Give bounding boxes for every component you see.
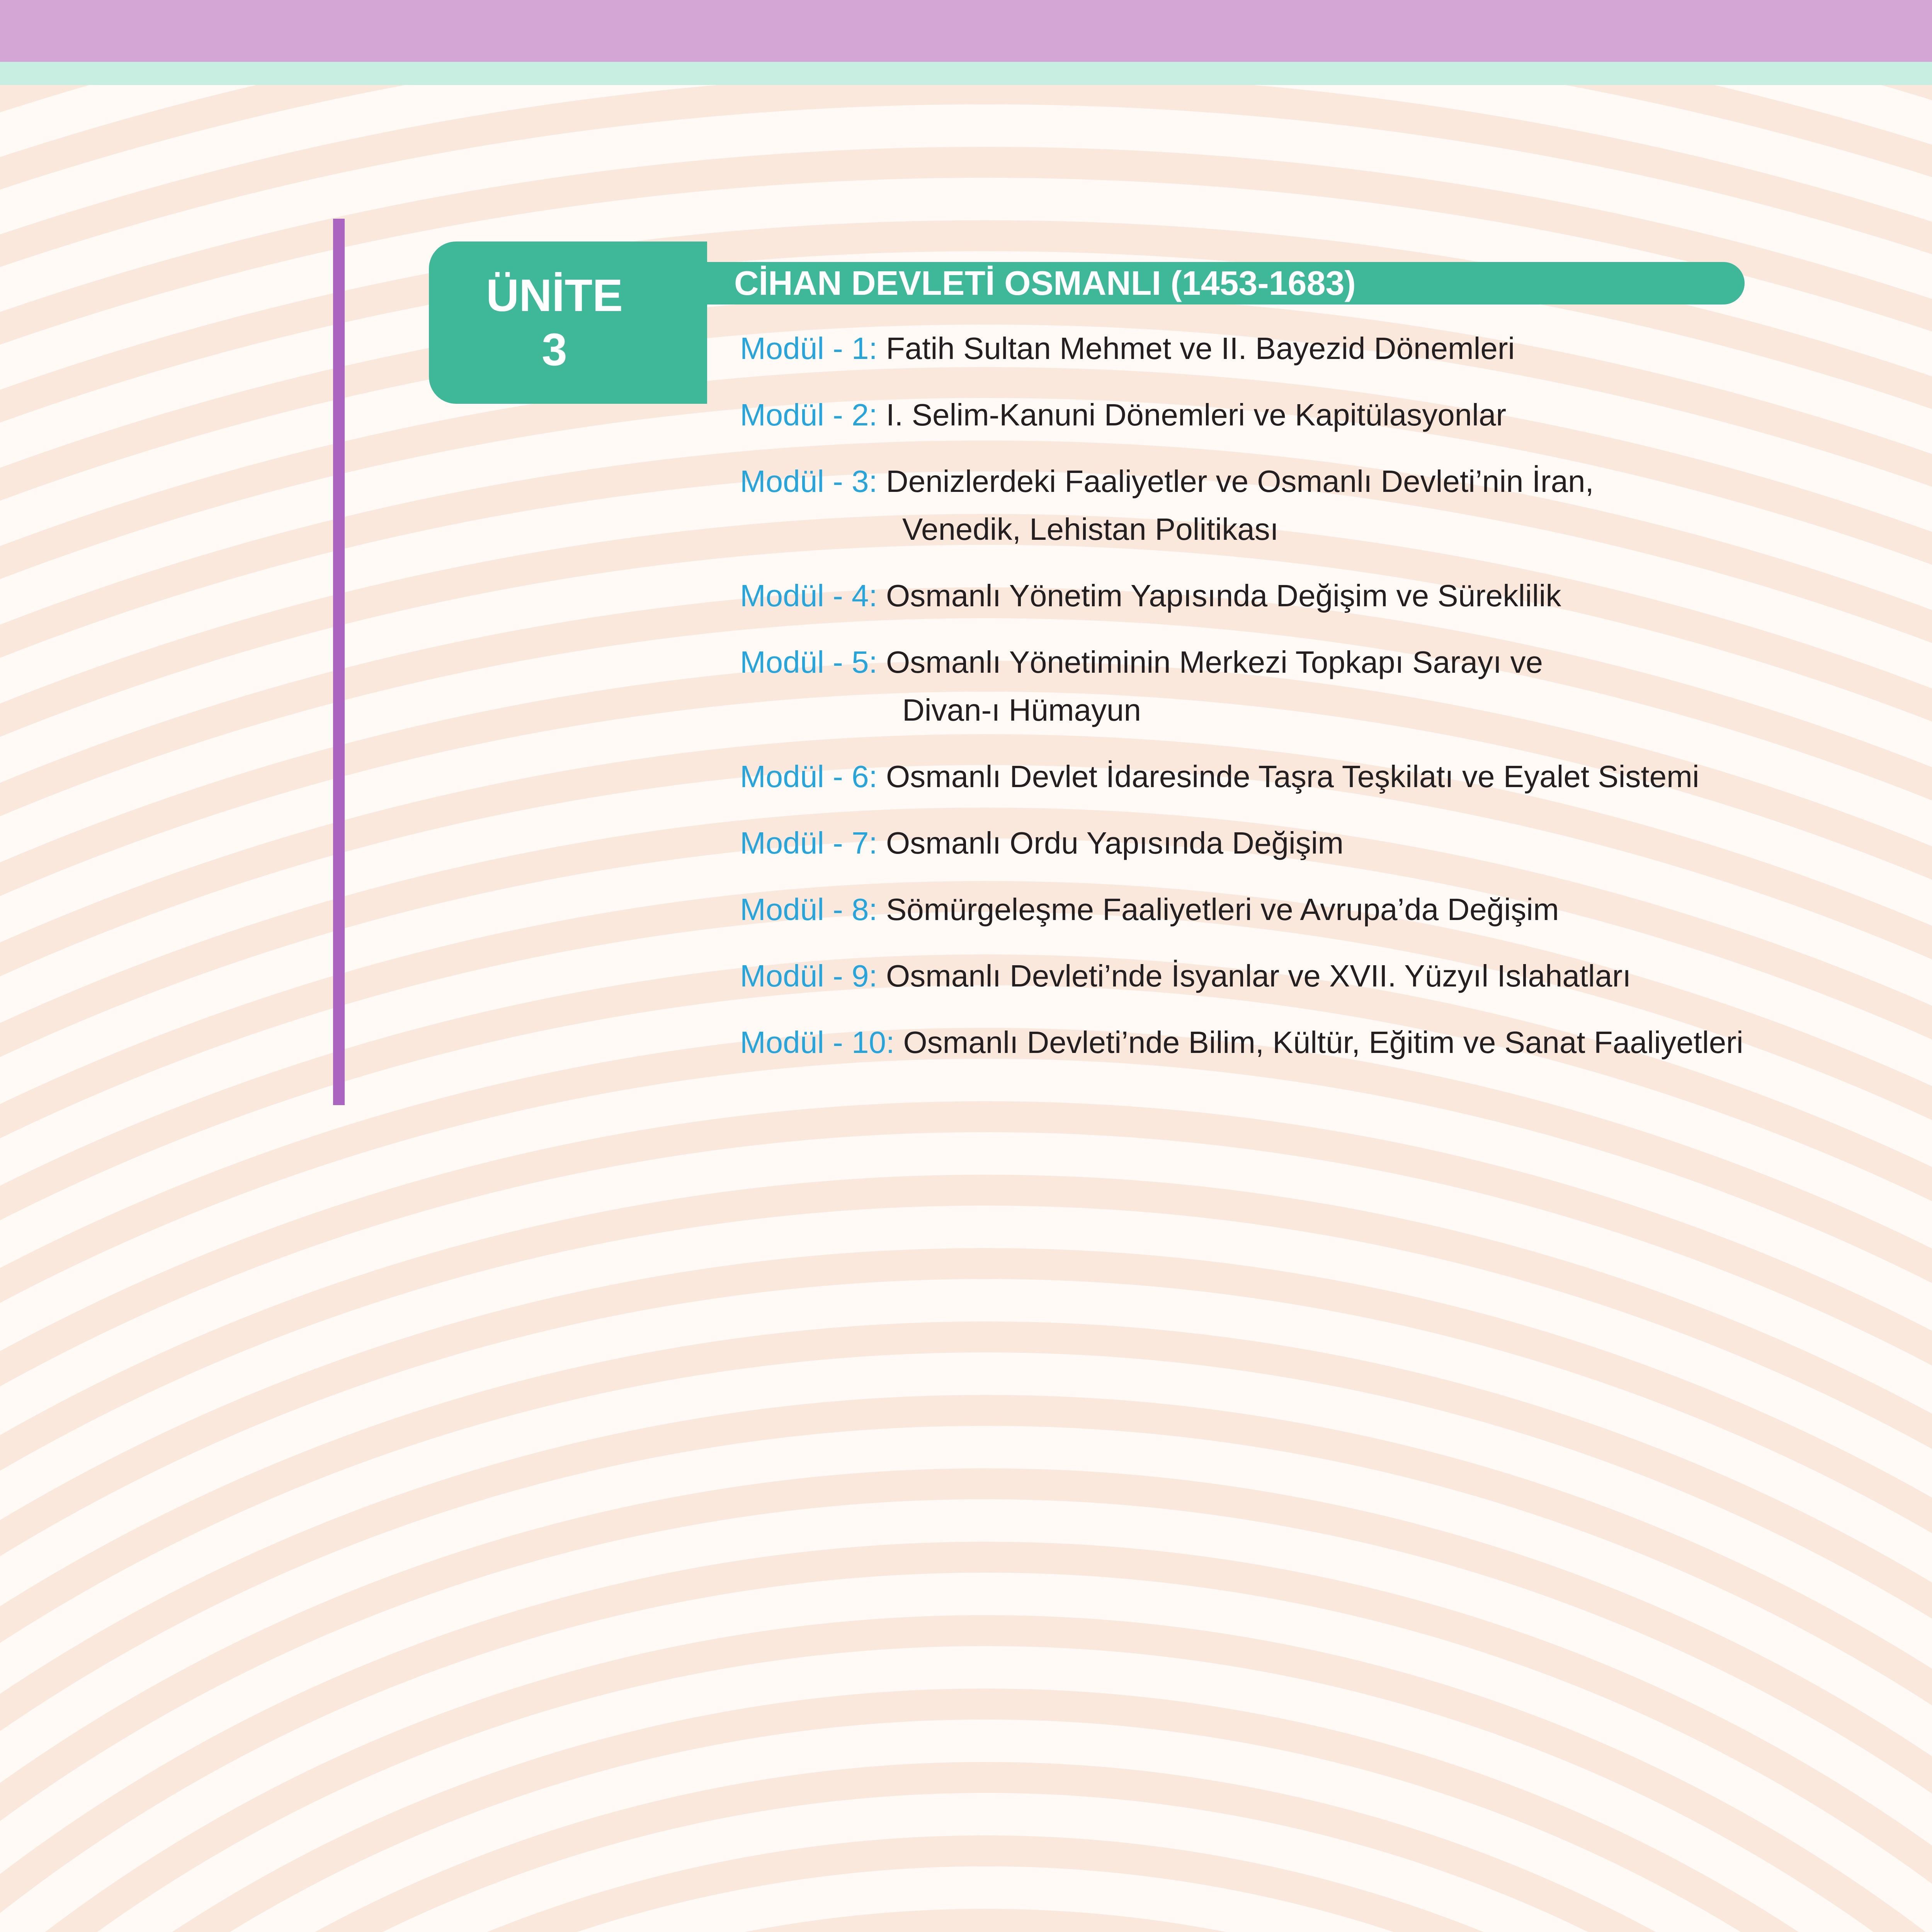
module-item <box>740 572 1803 620</box>
module-title: Fatih Sultan Mehmet ve II. Bayezid Dönemleri <box>886 331 1515 366</box>
module-list <box>740 325 1803 1085</box>
module-label: Modül - 3: <box>740 464 878 498</box>
module-item <box>740 457 1803 553</box>
module-label: Modül - 5: <box>740 645 878 679</box>
side-bar <box>333 219 345 1105</box>
module-label: Modül - 8: <box>740 892 878 927</box>
top-band-accent <box>0 62 1932 85</box>
module-title: Osmanlı Devleti’nde İsyanlar ve XVII. Yüzyıl Islahatları <box>886 959 1631 993</box>
module-label: Modül - 2: <box>740 398 878 432</box>
module-label: Modül - 10: <box>740 1025 895 1060</box>
module-item <box>740 1019 1803 1066</box>
unit-title-bar <box>707 262 1745 304</box>
module-title: Denizlerdeki Faaliyetler ve Osmanlı Devleti’nin İran, <box>886 464 1594 498</box>
module-item <box>740 952 1803 1000</box>
module-label: Modül - 1: <box>740 331 878 366</box>
module-title: Osmanlı Devleti’nde Bilim, Kültür, Eğitim ve Sanat Faaliyetleri <box>903 1025 1743 1060</box>
module-item <box>740 819 1803 867</box>
module-title-continuation: Divan-ı Hümayun <box>902 693 1141 727</box>
module-title-continuation: Venedik, Lehistan Politikası <box>902 512 1279 546</box>
module-label: Modül - 4: <box>740 578 878 613</box>
wave-stripe <box>0 1264 1932 1932</box>
top-band <box>0 0 1932 62</box>
module-item <box>740 638 1803 734</box>
module-title: I. Selim-Kanuni Dönemleri ve Kapitülasyonlar <box>886 398 1507 432</box>
wave-stripe <box>0 1704 1932 1932</box>
module-item <box>740 753 1803 801</box>
module-label: Modül - 7: <box>740 826 878 860</box>
unit-label: ÜNİTE <box>486 270 623 321</box>
module-item <box>740 325 1803 372</box>
module-label: Modül - 6: <box>740 759 878 794</box>
module-title: Osmanlı Ordu Yapısında Değişim <box>886 826 1344 860</box>
module-title: Osmanlı Yönetim Yapısında Değişim ve Süreklilik <box>886 578 1561 613</box>
unit-box <box>429 242 707 404</box>
module-item <box>740 886 1803 934</box>
module-title: Osmanlı Devlet İdaresinde Taşra Teşkilatı ve Eyalet Sistemi <box>886 759 1699 794</box>
module-title: Sömürgeleşme Faaliyetleri ve Avrupa’da Değişim <box>886 892 1559 927</box>
unit-title: CİHAN DEVLETİ OSMANLI (1453-1683) <box>734 264 1356 302</box>
module-label: Modül - 9: <box>740 959 878 993</box>
unit-number: 3 <box>542 324 567 375</box>
module-item <box>740 391 1803 439</box>
module-title: Osmanlı Yönetiminin Merkezi Topkapı Sarayı ve <box>886 645 1543 679</box>
